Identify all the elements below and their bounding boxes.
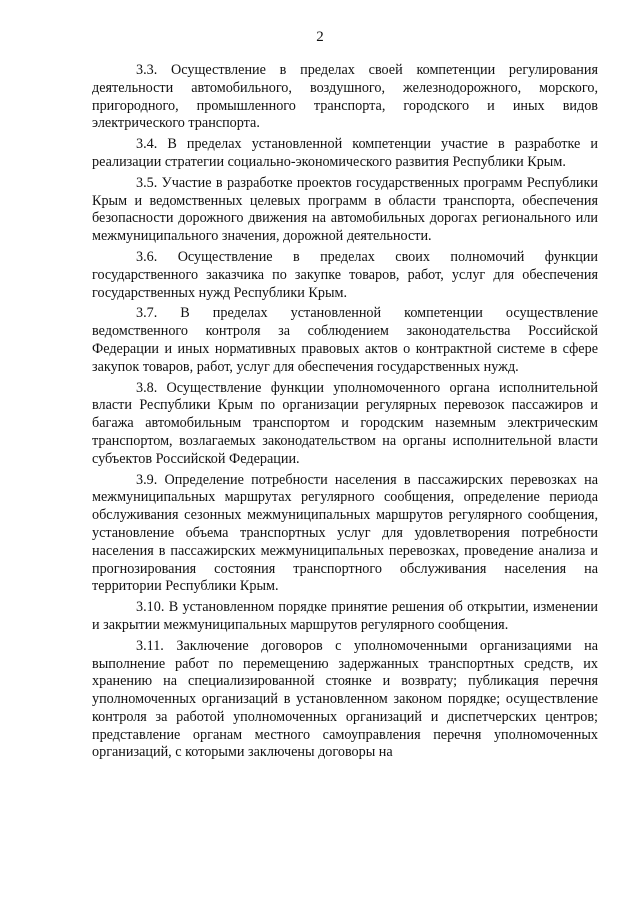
paragraph-3-8: 3.8. Осуществление функции уполномоченного органа исполнительной власти Республики Крым по организации регулярных перевозок пассажиров и багажа автомобильным транспортом и городским наземным электрическим транспортом, возлагаемых законодательством на органы исполнительной власти субъектов Российской Федерации. bbox=[92, 379, 598, 467]
paragraph-3-7: 3.7. В пределах установленной компетенции осуществление ведомственного контроля за соблюдением законодательства Российской Федерации и иных нормативных правовых актов о контрактной системе в сфере закупок товаров, работ, услуг для обеспечения государственных нужд. bbox=[92, 305, 598, 375]
paragraph-3-6: 3.6. Осуществление в пределах своих полномочий функции государственного заказчика по закупке товаров, работ, услуг для обеспечения государственных нужд Республики Крым. bbox=[92, 248, 598, 301]
document-body bbox=[92, 62, 598, 765]
paragraph-3-11: 3.11. Заключение договоров с уполномоченными организациями на выполнение работ по перемещению задержанных транспортных средств, их хранению на специализированной стоянке и возврату; публикация перечня уполномоченных организаций в установленном законом порядке; осуществление контроля за работой уполномоченных организаций и диспетчерских центров; представление органам местного самоуправления перечня уполномоченных организаций, с которыми заключены договоры на bbox=[92, 637, 598, 761]
paragraph-3-9: 3.9. Определение потребности населения в пассажирских перевозках на межмуниципальных маршрутах регулярного сообщения, определение периода обслуживания сезонных межмуниципальных маршрутов регулярного сообщения, установление объема транспортных услуг для удовлетворения потребности населения в пассажирских межмуниципальных перевозках, проведение анализа и прогнозирования состояния транспортного обслуживания населения на территории Республики Крым. bbox=[92, 471, 598, 595]
paragraph-3-3: 3.3. Осуществление в пределах своей компетенции регулирования деятельности автомобильного, воздушного, железнодорожного, морского, пригородного, промышленного транспорта, городского и иных видов электрического транспорта. bbox=[92, 62, 598, 132]
paragraph-3-5: 3.5. Участие в разработке проектов государственных программ Республики Крым и ведомственных целевых программ в области транспорта, обеспечения безопасности дорожного движения на автомобильных дорогах регионального или межмуниципального значения, дорожной деятельности. bbox=[92, 174, 598, 245]
paragraph-3-10: 3.10. В установленном порядке принятие решения об открытии, изменении и закрытии межмуниципальных маршрутов регулярного сообщения. bbox=[92, 599, 598, 633]
page-number: 2 bbox=[316, 29, 324, 45]
paragraph-3-4: 3.4. В пределах установленной компетенции участие в разработке и реализации стратегии социально-экономического развития Республики Крым. bbox=[92, 136, 598, 170]
